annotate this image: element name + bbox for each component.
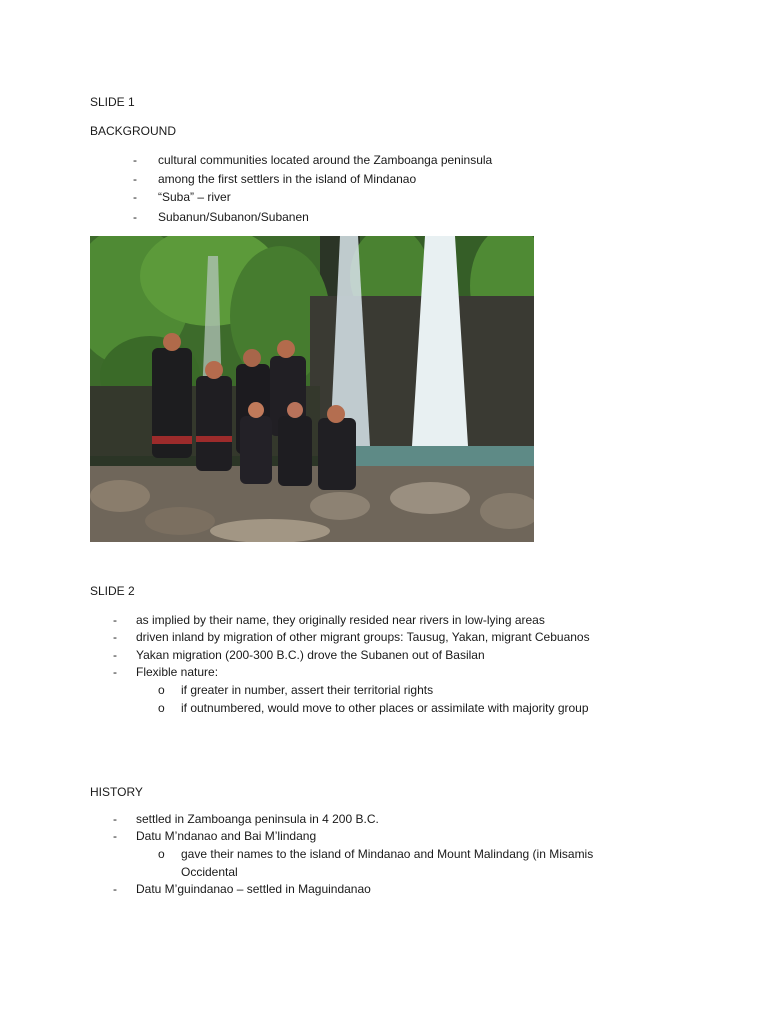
- bullet-dash: -: [133, 153, 137, 167]
- bullet-dash: -: [113, 665, 117, 679]
- bullet-dash: -: [113, 812, 117, 826]
- history-bullet-2: Datu M’ndanao and Bai M’lindang: [136, 829, 317, 843]
- history-bullet-1: settled in Zamboanga peninsula in 4 200 B.C.: [136, 812, 379, 826]
- bullet-dash: -: [113, 613, 117, 627]
- bullet-dash: -: [113, 648, 117, 662]
- waterfall-group-photo: [90, 236, 534, 542]
- slide2-sub-bullet-1: if greater in number, assert their territorial rights: [181, 683, 434, 697]
- slide2-title: SLIDE 2: [90, 584, 135, 598]
- slide2-bullet-1: as implied by their name, they originally resided near rivers in low-lying areas: [136, 613, 545, 627]
- slide2-bullet-3: Yakan migration (200-300 B.C.) drove the Subanen out of Basilan: [136, 648, 485, 662]
- history-sub-bullet-line1: gave their names to the island of Mindanao and Mount Malindang (in Misamis: [181, 847, 594, 861]
- bullet-dash: -: [113, 882, 117, 896]
- slide1-section-heading: BACKGROUND: [90, 124, 177, 138]
- slide1-bullet-1: cultural communities located around the Zamboanga peninsula: [158, 153, 493, 167]
- slide1-bullet-2: among the first settlers in the island of Mindanao: [158, 172, 417, 186]
- slide2-bullet-4: Flexible nature:: [136, 665, 219, 679]
- slide1-title: SLIDE 1: [90, 95, 135, 109]
- slide2-bullet-2: driven inland by migration of other migrant groups: Tausug, Yakan, migrant Cebuanos: [136, 630, 590, 644]
- slide1-bullet-3: “Suba” – river: [158, 190, 231, 204]
- history-title: HISTORY: [90, 785, 143, 799]
- circle-bullet: o: [158, 847, 165, 861]
- bullet-dash: -: [113, 630, 117, 644]
- history-sub-bullet-line2: Occidental: [181, 865, 238, 879]
- circle-bullet: o: [158, 683, 165, 697]
- slide2-sub-bullet-2: if outnumbered, would move to other places or assimilate with majority group: [181, 701, 589, 715]
- bullet-dash: -: [133, 190, 137, 204]
- bullet-dash: -: [133, 172, 137, 186]
- history-bullet-3: Datu M’guindanao – settled in Maguindanao: [136, 882, 371, 896]
- circle-bullet: o: [158, 701, 165, 715]
- photo-illustration: [90, 236, 534, 542]
- bullet-dash: -: [113, 829, 117, 843]
- slide1-bullet-4: Subanun/Subanon/Subanen: [158, 210, 309, 224]
- bullet-dash: -: [133, 210, 137, 224]
